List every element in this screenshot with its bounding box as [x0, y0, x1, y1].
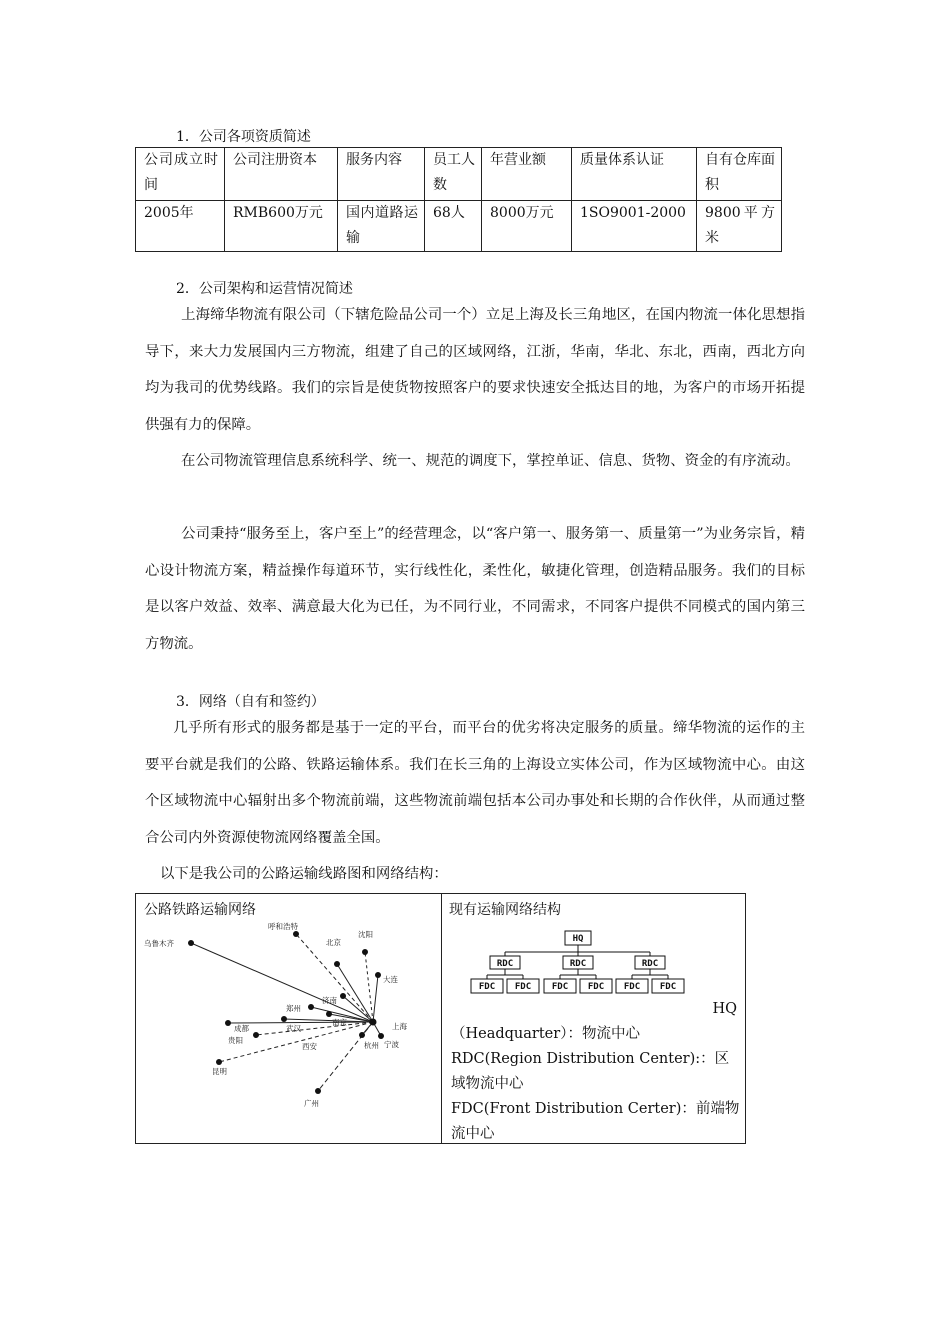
fdc-node-label: FDC	[623, 982, 641, 992]
hq-node-label: HQ	[572, 934, 584, 944]
left-caption: 公路铁路运输网络	[144, 902, 256, 918]
section2-paragraph-1: 上海缔华物流有限公司（下辖危险品公司一个）立足上海及长三角地区，在国内物流一体化思想指导下，来大力发展国内三方物流，组建了自己的区域网络，江浙，华南，华北、东北，西南，西北方向均为我司的优势线路。我们的宗旨是使货物按照客户的要求快速安全抵达目的地，为客户的市场开拓提供强有力的保障。	[145, 307, 805, 433]
legend-hq: （Headquarter）：物流中心	[451, 1026, 640, 1042]
rdc-node-label: RDC	[641, 959, 659, 969]
city-dot	[308, 1004, 314, 1010]
route-map	[136, 919, 436, 1134]
city-dot	[326, 1011, 332, 1017]
section2-heading: 2．公司架构和运营情况简述	[176, 281, 353, 297]
network-structure-diagram	[461, 924, 716, 1004]
map-label: 郑州	[286, 1004, 301, 1013]
map-label: 西安	[302, 1042, 317, 1051]
header-cell: 质量体系认证	[572, 148, 697, 201]
table-header-row	[136, 148, 782, 201]
map-label: 大连	[383, 975, 398, 984]
city-dot	[315, 1088, 321, 1094]
route-line	[191, 943, 373, 1022]
rdc-node-label: RDC	[569, 959, 587, 969]
city-dot	[378, 1033, 384, 1039]
city-dot	[362, 949, 368, 955]
map-label: 武汉	[286, 1024, 301, 1033]
table-cell: RMB600万元	[225, 201, 338, 252]
table-cell: 9800平方米	[697, 201, 782, 252]
map-label: 贵阳	[228, 1036, 243, 1045]
city-dot	[370, 1019, 377, 1026]
map-label: 呼和浩特	[268, 922, 298, 931]
map-label: 南京	[332, 1018, 347, 1027]
table-cell: 2005年	[136, 201, 225, 252]
section1-heading: 1．公司各项资质简述	[176, 129, 311, 145]
city-dot	[375, 972, 381, 978]
header-cell: 员工人数	[425, 148, 482, 201]
map-label: 北京	[326, 938, 341, 947]
city-dot	[188, 940, 194, 946]
section3-paragraph-1: 几乎所有形式的服务都是基于一定的平台，而平台的优劣将决定服务的质量。缔华物流的运作的主要平台就是我们的公路、铁路运输体系。我们在长三角的上海设立实体公司，作为区域物流中心。由这个区域物流中心辐射出多个物流前端，这些物流前端包括本公司办事处和长期的合作伙伴，从而通过整合公司内外资源使物流网络覆盖全国。	[145, 720, 805, 846]
qualification-table	[135, 147, 782, 252]
right-caption: 现有运输网络结构	[449, 902, 561, 918]
map-label: 昆明	[212, 1067, 227, 1076]
fdc-node-label: FDC	[514, 982, 532, 992]
city-dot	[281, 1016, 287, 1022]
city-dot	[225, 1020, 231, 1026]
map-label: 乌鲁木齐	[144, 939, 174, 948]
header-cell: 服务内容	[338, 148, 425, 201]
box-divider	[441, 894, 442, 1143]
legend-rdc: RDC(Region Distribution Center):：区域物流中心	[451, 1051, 730, 1092]
map-label: 成都	[234, 1024, 249, 1033]
route-line	[256, 1022, 373, 1035]
route-line	[296, 934, 373, 1022]
map-label: 沈阳	[358, 930, 373, 939]
header-cell: 公司成立时间	[136, 148, 225, 201]
map-label: 广州	[304, 1099, 319, 1108]
map-label: 杭州	[364, 1041, 379, 1050]
network-legend	[451, 997, 741, 1147]
section2-paragraph-2: 在公司物流管理信息系统科学、统一、规范的调度下，掌控单证、信息、货物、资金的有序流动。	[181, 453, 800, 469]
table-cell: 68人	[425, 201, 482, 252]
fdc-node-label: FDC	[478, 982, 496, 992]
city-dot	[216, 1059, 222, 1065]
header-cell: 年营业额	[482, 148, 572, 201]
header-cell: 自有仓库面积	[697, 148, 782, 201]
header-cell: 公司注册资本	[225, 148, 338, 201]
route-line	[228, 1022, 373, 1023]
table-cell: 国内道路运输	[338, 201, 425, 252]
route-line	[373, 975, 378, 1022]
map-label: 济南	[322, 996, 337, 1005]
legend-hq-code: HQ	[712, 1001, 737, 1017]
table-cell: 8000万元	[482, 201, 572, 252]
table-row	[136, 201, 782, 252]
map-label: 宁波	[384, 1040, 399, 1049]
city-dot	[334, 961, 340, 967]
map-label: 上海	[392, 1022, 407, 1031]
fdc-node-label: FDC	[587, 982, 605, 992]
city-dot	[293, 931, 299, 937]
city-dot	[253, 1032, 259, 1038]
legend-fdc: FDC(Front Distribution Certer)：前端物流中心	[451, 1101, 740, 1142]
rdc-node-label: RDC	[496, 959, 514, 969]
section3-heading: 3．网络（自有和签约）	[176, 694, 325, 710]
city-dot	[340, 993, 346, 999]
network-intro: 以下是我公司的公路运输线路图和网络结构：	[160, 866, 448, 882]
fdc-node-label: FDC	[551, 982, 569, 992]
city-dot	[359, 1032, 365, 1038]
network-figure-box	[135, 893, 746, 1144]
table-cell: 1SO9001-2000	[572, 201, 697, 252]
section2-paragraph-3: 公司秉持“服务至上，客户至上”的经营理念，以“客户第一、服务第一、质量第一”为业务宗旨，精心设计物流方案，精益操作每道环节，实行线性化，柔性化，敏捷化管理，创造精品服务。我们的目标是以客户效益、效率、满意最大化为已任，为不同行业，不同需求，不同客户提供不同模式的国内第三方物流。	[145, 526, 805, 652]
fdc-node-label: FDC	[659, 982, 677, 992]
